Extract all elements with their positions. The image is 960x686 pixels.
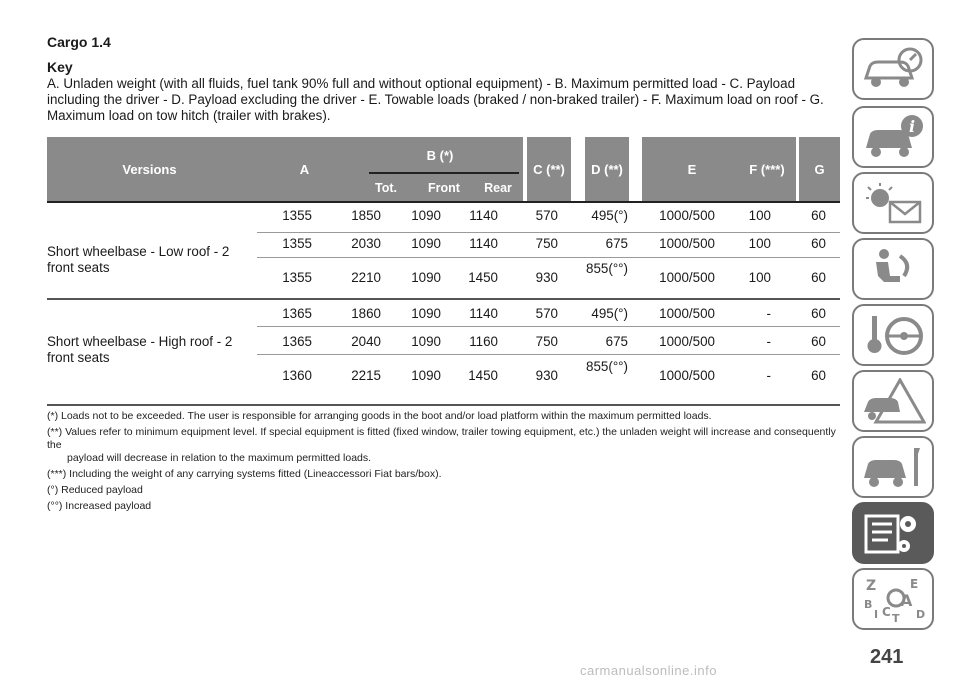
- table-cell-a: 1365: [282, 334, 312, 349]
- table-cell-a: 1360: [282, 368, 312, 383]
- table-cell-e: 1000/500: [659, 236, 715, 251]
- row-divider: [257, 354, 840, 355]
- header-f: F (***): [738, 137, 796, 202]
- table-cell-g: 60: [811, 368, 826, 383]
- header-versions: Versions: [47, 137, 252, 202]
- emergency-triangle-icon: [860, 378, 926, 424]
- table-cell-f: 100: [748, 270, 771, 285]
- footnote-continued: payload will decrease in relation to the maximum permitted loads.: [67, 452, 372, 464]
- table-cell-tot: 2210: [351, 270, 381, 285]
- tab-emergency[interactable]: [852, 370, 934, 432]
- table-cell-c: 570: [535, 306, 558, 321]
- warning-lights-icon: [860, 180, 926, 226]
- tab-technical-data[interactable]: [852, 502, 934, 564]
- header-a: A: [252, 137, 357, 202]
- table-cell-f: -: [766, 368, 771, 383]
- svg-text:Z: Z: [866, 578, 877, 594]
- table-cell-e: 1000/500: [659, 208, 715, 223]
- table-cell-e: 1000/500: [659, 306, 715, 321]
- table-cell-d: 855(°°): [586, 359, 628, 374]
- table-cell-front: 1090: [411, 270, 441, 285]
- table-cell-c: 930: [535, 270, 558, 285]
- header-c: C (**): [527, 137, 571, 202]
- table-cell-f: 100: [748, 208, 771, 223]
- table-cell-d: 855(°°): [586, 261, 628, 276]
- svg-text:B: B: [864, 598, 873, 611]
- table-cell-g: 60: [811, 208, 826, 223]
- table-cell-d: 675: [605, 236, 628, 251]
- table-cell-a: 1355: [282, 208, 312, 223]
- table-cell-f: -: [766, 334, 771, 349]
- svg-text:T: T: [892, 612, 900, 622]
- table-cell-e: 1000/500: [659, 270, 715, 285]
- table-cell-tot: 1860: [351, 306, 381, 321]
- svg-text:E: E: [910, 577, 919, 591]
- table-cell-rear: 1160: [469, 334, 498, 349]
- table-header: [47, 137, 840, 202]
- tab-steering-key[interactable]: [852, 304, 934, 366]
- table-cell-d: 495(°): [591, 208, 628, 223]
- tab-seat-airbag[interactable]: [852, 238, 934, 300]
- footnote: (*) Loads not to be exceeded. The user is responsible for arranging goods in the boot and/or load platform within the maximum permitted loads.: [47, 410, 712, 422]
- table-cell-e: 1000/500: [659, 368, 715, 383]
- key-title: Key: [47, 59, 73, 75]
- table-cell-a: 1365: [282, 306, 312, 321]
- version-label-low-roof: Short wheelbase - Low roof - 2 front seats: [47, 244, 230, 275]
- table-cell-d: 495(°): [591, 306, 628, 321]
- header-b: B (*): [357, 137, 523, 174]
- svg-text:A: A: [900, 591, 913, 610]
- car-dashboard-icon: [860, 46, 926, 92]
- header-b-underline: [369, 172, 519, 174]
- table-cell-f: -: [766, 306, 771, 321]
- technical-data-icon: [860, 510, 926, 556]
- footnote: (°°) Increased payload: [47, 500, 152, 512]
- row-divider: [257, 232, 840, 233]
- car-wrench-icon: [860, 444, 926, 490]
- table-cell-g: 60: [811, 306, 826, 321]
- table-cell-front: 1090: [411, 208, 441, 223]
- footnote: (°) Reduced payload: [47, 484, 143, 496]
- tab-warning-lights[interactable]: [852, 172, 934, 234]
- table-cell-front: 1090: [411, 334, 441, 349]
- table-cell-c: 750: [535, 334, 558, 349]
- table-cell-g: 60: [811, 236, 826, 251]
- table-cell-rear: 1140: [469, 236, 498, 251]
- group-divider: [47, 404, 840, 406]
- tab-car-dashboard[interactable]: [852, 38, 934, 100]
- footnote: (***) Including the weight of any carrying systems fitted (Lineaccessori Fiat bars/box).: [47, 468, 442, 480]
- table-cell-rear: 1450: [468, 270, 498, 285]
- table-cell-front: 1090: [411, 236, 441, 251]
- page-number: 241: [870, 646, 904, 668]
- table-cell-a: 1355: [282, 270, 312, 285]
- table-cell-c: 750: [535, 236, 558, 251]
- car-info-icon: [860, 114, 926, 160]
- row-divider: [257, 326, 840, 327]
- table-cell-tot: 2030: [351, 236, 381, 251]
- header-e: E: [642, 137, 742, 202]
- table-cell-f: 100: [748, 236, 771, 251]
- svg-text:i: i: [909, 117, 916, 136]
- table-cell-a: 1355: [282, 236, 312, 251]
- table-cell-e: 1000/500: [659, 334, 715, 349]
- table-cell-d: 675: [605, 334, 628, 349]
- version-label-high-roof: Short wheelbase - High roof - 2 front seats: [47, 334, 233, 365]
- table-cell-front: 1090: [411, 368, 441, 383]
- table-cell-tot: 2215: [351, 368, 381, 383]
- table-cell-g: 60: [811, 270, 826, 285]
- table-cell-c: 930: [535, 368, 558, 383]
- tab-index[interactable]: [852, 568, 934, 630]
- row-divider: [257, 257, 840, 258]
- header-b-front: Front: [415, 174, 473, 202]
- seat-airbag-icon: [860, 246, 926, 292]
- tab-car-info[interactable]: [852, 106, 934, 168]
- table-cell-c: 570: [535, 208, 558, 223]
- table-cell-tot: 2040: [351, 334, 381, 349]
- table-cell-g: 60: [811, 334, 826, 349]
- section-title: Cargo 1.4: [47, 34, 111, 50]
- header-b-tot: Tot.: [357, 174, 415, 202]
- header-b-rear: Rear: [473, 174, 523, 202]
- group-divider: [47, 298, 840, 300]
- svg-text:D: D: [916, 608, 926, 621]
- table-cell-rear: 1140: [469, 208, 498, 223]
- table-cell-rear: 1140: [469, 306, 498, 321]
- watermark: carmanualsonline.info: [580, 663, 717, 678]
- footnotes: [47, 410, 837, 516]
- header-bottom-line: [47, 201, 840, 203]
- table-cell-tot: 1850: [351, 208, 381, 223]
- table-cell-rear: 1450: [468, 368, 498, 383]
- header-g: G: [799, 137, 840, 202]
- footnote: (**) Values refer to minimum equipment level. If special equipment is fitted (fixed window, trailer towing equipment, etc.) the unladen weight will increase and consequently the: [47, 426, 836, 451]
- steering-key-icon: [860, 312, 926, 358]
- key-text: A. Unladen weight (with all fluids, fuel tank 90% full and without optional equipment) - B. Maximum permitted load - C. Payload including the driver - D. Payload excluding the driver - E. Towable loads (braked / non-braked trailer) - F. Maximum load on roof - G. Maximum load on tow hitch (trailer with brakes).: [47, 76, 824, 123]
- table-cell-front: 1090: [411, 306, 441, 321]
- tab-car-maintenance[interactable]: [852, 436, 934, 498]
- svg-text:C: C: [882, 605, 891, 619]
- alphabetical-index-icon: [860, 576, 926, 622]
- svg-text:I: I: [874, 608, 879, 621]
- header-d: D (**): [585, 137, 629, 202]
